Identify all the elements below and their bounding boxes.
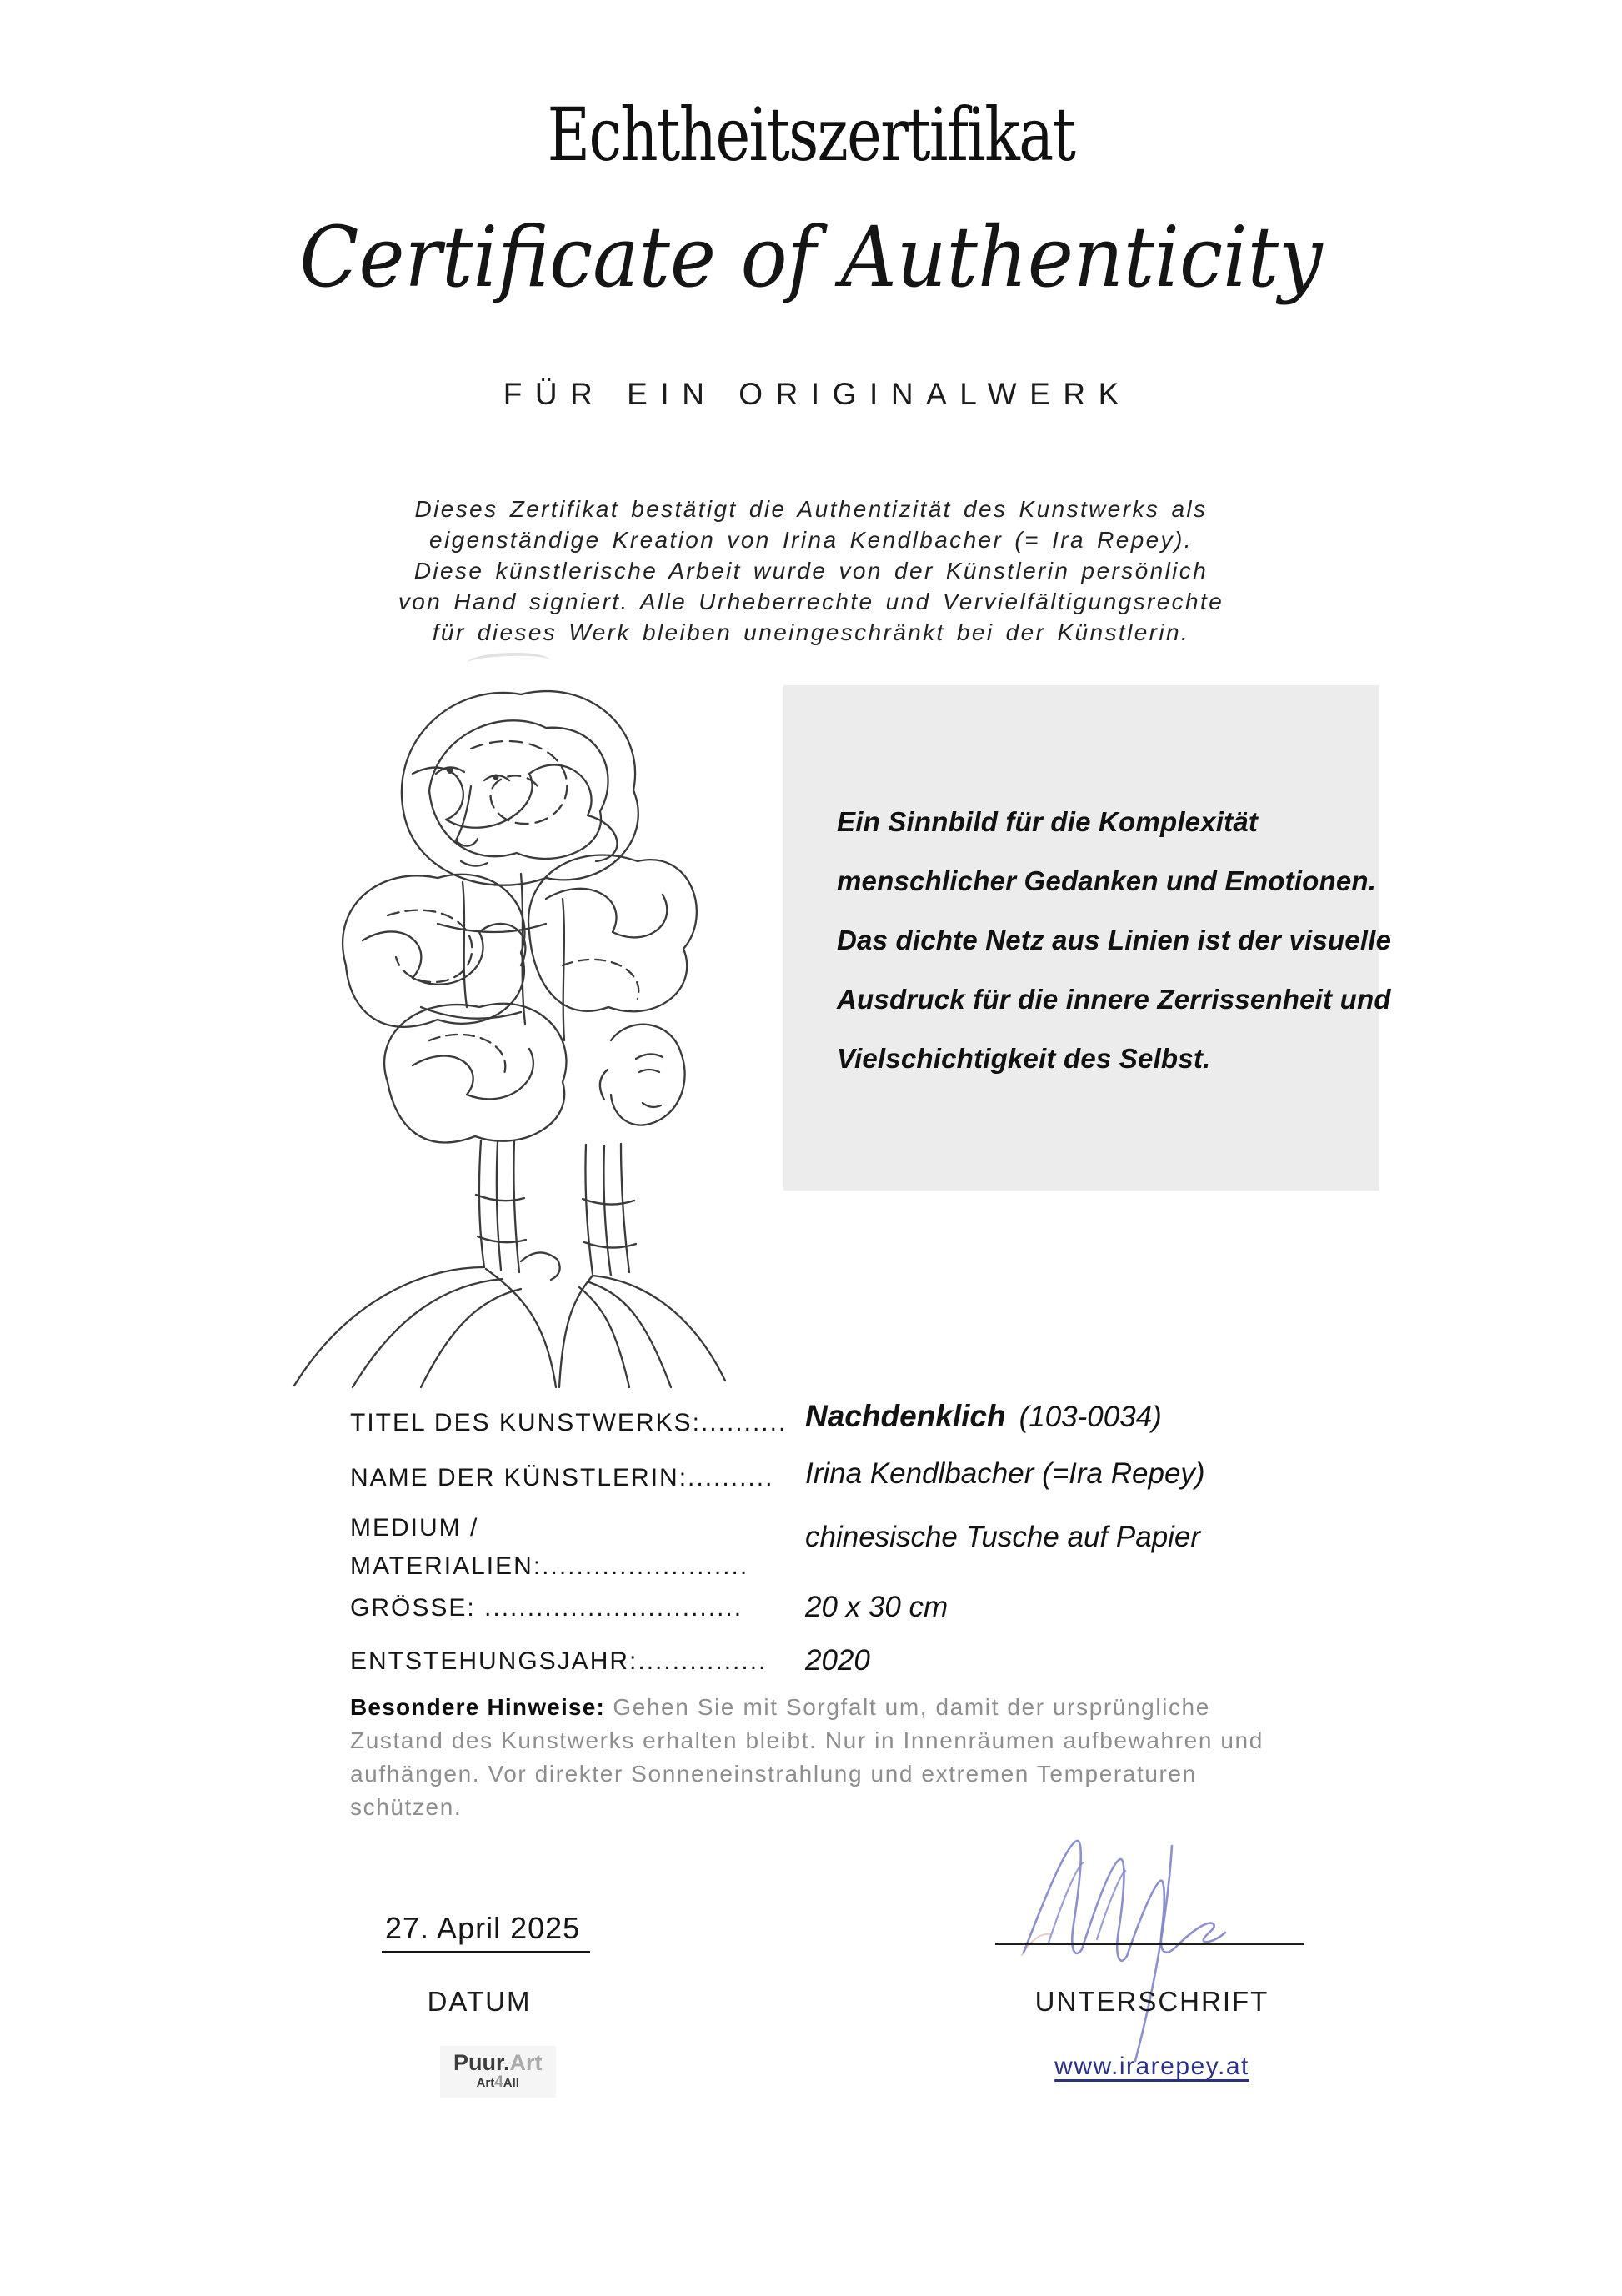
- field-medium-value: chinesische Tusche auf Papier: [805, 1521, 1201, 1553]
- note-line: Ein Sinnbild für die Komplexität: [837, 806, 1259, 837]
- field-year-label: ENTSTEHUNGSJAHR:...............: [350, 1647, 768, 1675]
- field-size-label: GRÖSSE: ..............................: [350, 1594, 743, 1622]
- intro-line: für dieses Werk bleiben uneingeschränkt bei der Künstlerin.: [432, 619, 1190, 645]
- field-title-label: TITEL DES KUNSTWERKS:..........: [350, 1409, 788, 1436]
- artwork-title: Nachdenklich: [805, 1399, 1006, 1433]
- note-line: Das dichte Netz aus Linien ist der visuelle: [837, 925, 1392, 955]
- artwork-number: (103-0034): [1019, 1401, 1162, 1433]
- field-title-value: [805, 1399, 1162, 1434]
- logo-sub1: Art: [476, 2076, 495, 2091]
- signature-line: [995, 1943, 1304, 1945]
- intro-paragraph: [0, 494, 1622, 648]
- care-notes-label: Besondere Hinweise:: [350, 1694, 605, 1720]
- note-line: Ausdruck für die innere Zerrissenheit und: [837, 984, 1391, 1015]
- page-title-german: Echtheitszertifikat: [547, 92, 1075, 178]
- field-medium-label-line2: MATERIALIEN:........................: [350, 1552, 749, 1580]
- date-label: DATUM: [427, 1986, 532, 2017]
- intro-line: Diese künstlerische Arbeit wurde von der Künstlerin persönlich: [413, 558, 1209, 584]
- logo-part1: Puur.: [453, 2050, 510, 2075]
- field-artist-label: NAME DER KÜNSTLERIN:..........: [350, 1464, 774, 1491]
- signature-ink: [999, 1792, 1257, 2076]
- intro-line: Dieses Zertifikat bestätigt die Authentizität des Kunstwerks als: [414, 496, 1208, 522]
- website-link[interactable]: www.irarepey.at: [1054, 2053, 1249, 2080]
- note-line: menschlicher Gedanken und Emotionen.: [837, 865, 1377, 896]
- logo-sub2: 4: [494, 2073, 503, 2092]
- puurart-logo: [440, 2046, 556, 2098]
- field-year-value: 2020: [805, 1644, 870, 1677]
- intro-line: von Hand signiert. Alle Urheberrechte und Vervielfältigungsrechte: [398, 589, 1224, 614]
- intro-line: eigenständige Kreation von Irina Kendlbacher (= Ira Repey).: [429, 527, 1193, 553]
- field-artist-value: Irina Kendlbacher (=Ira Repey): [805, 1457, 1205, 1490]
- artwork-image: [271, 649, 750, 1392]
- note-line: Vielschichtigkeit des Selbst.: [837, 1043, 1211, 1074]
- artwork-note-box: [783, 685, 1392, 1191]
- care-notes-text: Gehen Sie mit Sorgfalt um, damit der ursprüngliche Zustand des Kunstwerks erhalten bleibt. Nur in Innenräumen aufbewahren und aufhängen. Vor direkter Sonneneinstrahlung und extremen Temperaturen schützen.: [350, 1694, 1264, 1820]
- field-size-value: 20 x 30 cm: [805, 1591, 949, 1623]
- logo-sub3: All: [503, 2076, 519, 2091]
- date-value: 27. April 2025: [382, 1911, 590, 1953]
- field-medium-label-line1: MEDIUM /: [350, 1514, 479, 1542]
- logo-part2: Art: [509, 2050, 543, 2075]
- page-subtitle: FÜR EIN ORIGINALWERK: [503, 377, 1132, 411]
- page-title-english: Certificate of Authenticity: [299, 208, 1323, 306]
- signature-label: UNTERSCHRIFT: [1034, 1986, 1269, 2017]
